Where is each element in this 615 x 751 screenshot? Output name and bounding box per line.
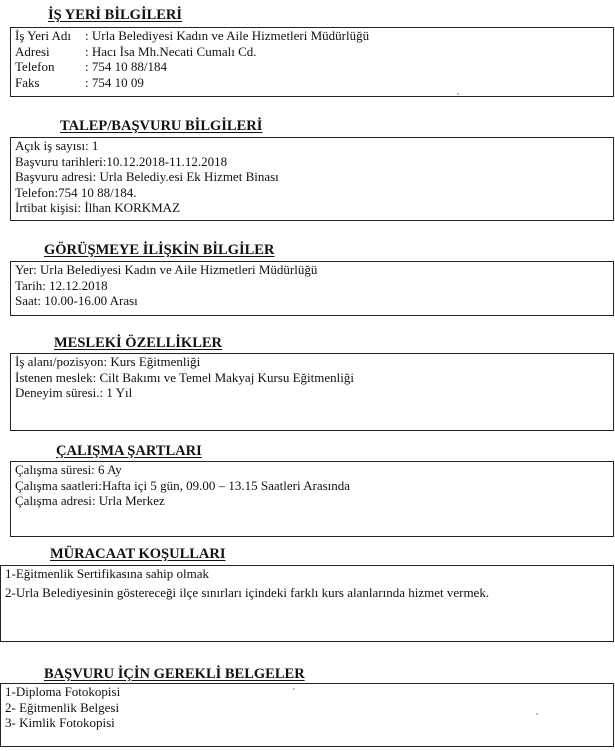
scan-speck: [536, 713, 538, 715]
list-item: 3- Kimlik Fotokopisi: [5, 715, 115, 730]
list-item: 2- Eğitmenlik Belgesi: [5, 699, 120, 715]
section-box-belgeler: [0, 683, 614, 747]
section-title-muracaat: MÜRACAAT KOŞULLARI: [50, 546, 226, 562]
field-isyeri-adi: [15, 28, 609, 44]
section-title-calisma: ÇALIŞMA ŞARTLARI: [56, 443, 202, 459]
field-telefon: [15, 59, 609, 75]
field-faks: [15, 75, 609, 91]
field-label: Faks: [15, 74, 40, 90]
field-value: : 754 10 09: [85, 74, 144, 90]
scan-speck: [293, 688, 295, 690]
section-box-isyeri: [10, 27, 614, 97]
section-box-mesleki: [10, 353, 614, 431]
section-title-isyeri: İŞ YERİ BİLGİLERİ: [48, 7, 183, 23]
field-label: Telefon: [15, 59, 55, 74]
list-item: 1-Eğitmenlik Sertifikasına sahip olmak: [5, 566, 209, 581]
field-label: İş Yeri Adı: [15, 28, 71, 43]
list-item: Açık iş sayısı: 1: [15, 138, 99, 153]
section-title-mesleki: MESLEKİ ÖZELLİKLER: [54, 335, 223, 351]
list-item: Tarih: 12.12.2018: [15, 277, 108, 293]
list-item: Başvuru adresi: Urla Belediy.esi Ek Hizmet Binası: [15, 169, 279, 184]
list-item: Saat: 10.00-16.00 Arası: [15, 293, 138, 308]
list-item: 1-Diploma Fotokopisi: [5, 684, 121, 699]
list-item: Yer: Urla Belediyesi Kadın ve Aile Hizmetleri Müdürlüğü: [15, 262, 318, 277]
section-title-gorusme: GÖRÜŞMEYE İLİŞKİN BİLGİLER: [44, 242, 275, 258]
list-item: Çalışma adresi: Urla Merkez: [15, 493, 165, 508]
list-item: Çalışma süresi: 6 Ay: [15, 462, 122, 477]
section-box-muracaat: [0, 565, 614, 642]
list-item: Başvuru tarihleri:10.12.2018-11.12.2018: [15, 153, 228, 169]
field-value: : Urla Belediyesi Kadın ve Aile Hizmetleri Müdürlüğü: [85, 28, 370, 43]
list-item: Telefon:754 10 88/184.: [15, 184, 137, 200]
list-item: İstenen meslek: Cilt Bakımı ve Temel Makyaj Kursu Eğitmenliği: [15, 369, 354, 385]
field-value: : 754 10 88/184: [85, 59, 167, 74]
list-item: İş alanı/pozisyon: Kurs Eğitmenliği: [15, 354, 201, 369]
scan-speck: [457, 93, 459, 95]
list-item: Çalışma saatleri:Hafta içi 5 gün, 09.00 – 13.15 Saatleri Arasında: [15, 477, 351, 493]
section-box-gorusme: [10, 261, 614, 316]
list-item: İrtibat kişisi: İlhan KORKMAZ: [15, 200, 181, 215]
section-title-talep: TALEP/BAŞVURU BİLGİLERİ: [60, 118, 263, 134]
section-title-belgeler: BAŞVURU İÇİN GEREKLİ BELGELER: [44, 666, 305, 682]
section-box-talep: [10, 137, 614, 221]
list-item: 2-Urla Belediyesinin göstereceği ilçe sınırları içindeki farklı kurs alanlarında hizmet vermek.: [5, 584, 490, 600]
section-box-calisma: [10, 461, 614, 537]
field-value: : Hacı İsa Mh.Necati Cumalı Cd.: [85, 43, 257, 59]
list-item: Deneyim süresi.: 1 Yıl: [15, 385, 133, 400]
field-adresi: [15, 44, 609, 60]
field-label: Adresi: [15, 43, 50, 59]
